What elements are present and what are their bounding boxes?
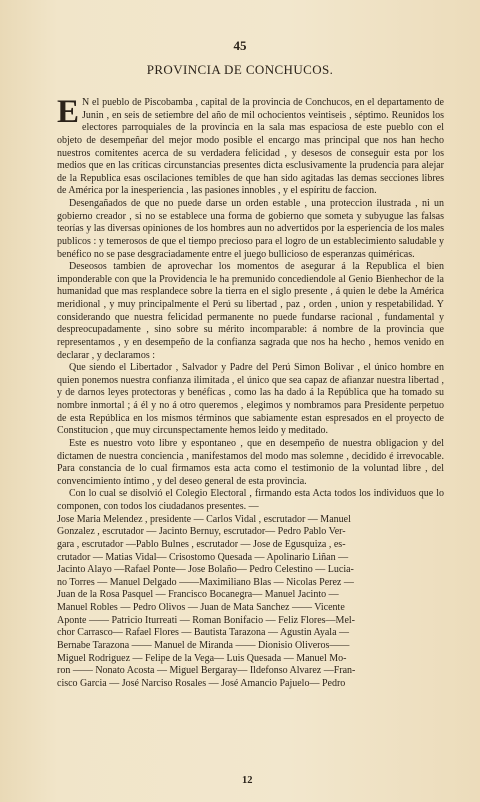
signature-line: no Torres — Manuel Delgado ——Maximiliano Blas — Nicolas Perez — — [57, 576, 354, 588]
signature-line: Jose Maria Melendez , presidente — Carlos Vidal , escrutador — Manuel — [57, 513, 351, 525]
signature-line: Aponte —— Patricio Iturreati — Roman Bonifacio — Feliz Flores—Mel- — [57, 614, 355, 626]
paragraph-1 — [57, 94, 444, 198]
paragraph-2: Desengañados de que no puede darse un orden estable , una proteccion ilustrada , ni un gobierno creador , si no se establece una forma de gobierno que someta y subyugue las falsas teorías y las diversas opiniones de los hombres aun no advertidos por la esperiencia de los males publicos : y temerosos de que el tiempo precioso para el logro de un establecimiento saludable y benéfico no se pase desgraciadamente entre el juego bullicioso de esperanzas quiméricas. — [57, 198, 444, 260]
paragraph-4: Que siendo el Libertador , Salvador y Padre del Perú Simon Bolivar , el único hombre en quien ponemos nuestra confianza ilimitada , el único que sea capaz de afianzar nuestra libertad , y de darnos leyes protectoras y benéficas , como las ha dado á la República que ha tomado su nombre inmortal ; á él y no á otro queremos , elegimos y nombramos para Presidente perpetuo de esta República en los mismos términos que sabiamente estan espresados en el proyecto de Constitucion , que muy circunspectamente hemos leido y meditado. — [57, 362, 444, 437]
signature-block — [57, 488, 444, 690]
signature-line: Miguel Rodriguez — Felipe de la Vega— Luis Quesada — Manuel Mo- — [57, 652, 347, 664]
page-number: 45 — [233, 38, 247, 53]
page-title: PROVINCIA DE CONCHUCOS. — [146, 62, 334, 77]
sheet-mark: 12 — [242, 775, 253, 786]
signature-intro: Con lo cual se disolvió el Colegio Electoral , firmando esta Acta todos los individuos que lo componen, con todos los ciudadanos presentes. — — [57, 488, 444, 512]
signature-line: gara , escrutador —Pablo Bulnes , escrutador — Jose de Egusquiza , es- — [57, 538, 346, 550]
signature-line: crutador — Matias Vidal— Crisostomo Quesada — Apolinario Liñan — — [57, 551, 349, 563]
document-body — [57, 94, 444, 690]
dropcap-letter: E — [57, 94, 80, 130]
signature-line: chor Carrasco— Rafael Flores — Bautista Tarazona — Agustin Ayala — — [57, 627, 350, 639]
paragraph-3: Deseosos tambien de aprovechar los momentos de asegurar á la Republica el bien imponderable con que la Providencia le ha premunido concediendole al Genio Bienhechor de la humanidad que mas resplandece sobre la tierra en el siglo presente , á quien le debe la América meridional , y muy principalmente el Perú su libertad , paz , orden , union y respetabilidad. Y considerando que nuestra felicidad permanente no puede fundarse racional , fundamental y despreocupadamente , sino sobre su mérito incomparable: á nombre de la provincia que representamos , y en desempeño de la confianza sagrada que nos ha hecho , hemos venido en declarar , y declaramos : — [57, 261, 444, 361]
signature-line: Manuel Robles — Pedro Olivos — Juan de Mata Sanchez —— Vicente — [57, 602, 345, 613]
paragraph-text: N el pueblo de Piscobamba , capital de la provincia de Conchucos, en el departamento de Junin , en seis de setiembre del año de mil ochocientos veintiseis , séptimo. Reunidos los electores parroquiales de la provincia en la sala mas espaciosa de este pueblo con el objeto de desempeñar del mejor modo posible el encargo mas principal que nos han hecho nuestros comitentes acerca de su verdadera felicidad , y desesos de conseguir esta por los medios que en las críticas circunstancias presentes dicta esclusivamente la prudencia para alejar de la Republica esas oscilaciones temibles de que han sido agitadas las demas secciones libres de América por la inesperiencia , las pasiones innobles , y el espíritu de faccion. — [57, 97, 444, 197]
signature-line: Juan de la Rosa Pasquel — Francisco Bocanegra— Manuel Jacinto — — [57, 589, 339, 601]
signature-line: Jacinto Alayo —Rafael Ponte— Jose Bolaño— Pedro Celestino — Lucia- — [57, 564, 354, 576]
signature-line: cisco Garcia — José Narciso Rosales — José Amancio Pajuelo— Pedro — [57, 677, 346, 689]
signature-line: ron —— Nonato Acosta — Miguel Bergaray— Ildefonso Alvarez —Fran- — [57, 665, 356, 677]
paragraph-5: Este es nuestro voto libre y espontaneo , que en desempeño de nuestra obligacion y del dictamen de nuestra conciencia , manifestamos del modo mas solemne , decidido é irrevocable. Para constancia de lo cual firmamos esta acta como el testimonio de la voluntad libre , del convencimiento íntimo , y del deseo general de esta provincia. — [57, 437, 444, 487]
signature-line: Bernabe Tarazona —— Manuel de Miranda —— Dionisio Oliveros—— — [57, 639, 350, 651]
signature-line: Gonzalez , escrutador — Jacinto Bernuy, escrutador— Pedro Pablo Ver- — [57, 526, 346, 538]
